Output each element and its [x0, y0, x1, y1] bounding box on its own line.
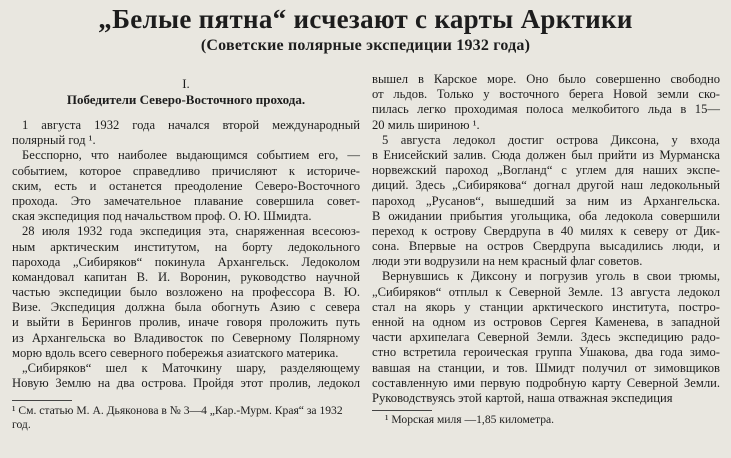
- footnote-left: ¹ См. статью М. А. Дьяконова в № 3—4 „Кар.-Мурм. Края“ за 1932 год.: [12, 404, 343, 431]
- text-line: вавшая на станции, и тов. Шмидт получил от зимовщиков: [372, 360, 720, 375]
- text-line: морю вдоль всего северного побережья азиатского материка.: [12, 345, 339, 360]
- text-line: вышел в Карское море. Оно было совершенно свободно: [372, 72, 720, 86]
- text-line: Руководствуясь этой картой, наша отважная экспедиция: [372, 390, 673, 405]
- text-line: Новую Землю на два острова. Пройдя этот пролив, ледокол: [12, 376, 360, 391]
- text-line: полярный год ¹.: [12, 133, 96, 148]
- text-line: 5 августа ледокол достиг острова Диксона, у входа: [382, 132, 720, 147]
- text-line: диций. Здесь „Сибирякова“ догнал другой наш ледокольный: [372, 178, 720, 193]
- footnote-right: ¹ Морская миля —1,85 километра.: [385, 413, 555, 426]
- text-line: составленную ими первую подробную карту Северной Земли.: [372, 375, 720, 390]
- text-line: „Сибиряков“ шел к Маточкину шару, разделяющему: [22, 361, 360, 375]
- text-line: Визе. Экспедиция должна была обогнуть Азию с севера: [12, 300, 360, 315]
- text-line: пилась легко проходимая полоса мелкобитого льда в 15—: [372, 102, 720, 117]
- text-line: частью экспедиции было возложено на профессора В. Ю.: [12, 285, 360, 300]
- text-line: переход к острову Свердрупа в 40 милях к северу от Дик-: [372, 223, 720, 238]
- text-line: сона. Впервые на остров Свердрупа высадились люди, и: [372, 239, 720, 254]
- text-line: командовал капитан В. И. Воронин, руководство научной: [12, 269, 360, 284]
- text-line: 1 августа 1932 года начался второй международный: [22, 118, 360, 132]
- text-line: событием, которое справедливо причисляют к историче-: [12, 163, 360, 178]
- article-subtitle: (Советские полярные экспедиции 1932 года): [200, 37, 531, 54]
- text-line: 28 июля 1932 года экспедиция эта, снаряженная всесоюз-: [22, 224, 360, 239]
- text-line: стал на якорь у станции арктического института, постро-: [372, 299, 720, 314]
- text-line: прохода. Это замечательное плавание совершила совет-: [12, 193, 360, 208]
- section-heading: Победители Северо-Восточного прохода.: [66, 92, 306, 107]
- section-number: I.: [182, 76, 190, 91]
- text-line: из Архангельска во Владивосток по Северному Полярному: [12, 330, 360, 345]
- right-column: [372, 72, 720, 406]
- text-line: пароход „Русанов“, вышедший за ним из Архангельска.: [372, 193, 720, 208]
- text-line: 20 миль шириною ¹.: [372, 117, 480, 132]
- text-line: стно встретила героическая группа Ушакова, два года зимо-: [372, 345, 720, 360]
- text-line: енной на одном из островов Сергея Каменева, в западной: [372, 315, 720, 329]
- footnote-divider-right: [372, 410, 432, 411]
- text-line: ским, есть и останется преодоление Северо-Восточного: [12, 178, 360, 193]
- text-line: от льдов. Только у восточного берега Новой земли ско-: [372, 87, 720, 102]
- text-line: В ожидании прибытия угольщика, оба ледокола совершили: [372, 208, 720, 223]
- text-line: норвежский пароход „Вогланд“ с углем для наших экспе-: [372, 163, 720, 178]
- article-title: „Белые пятна“ исчезают с карты Арктики: [98, 4, 633, 34]
- text-line: в Енисейский залив. Сюда должен был прийти из Мурманска: [372, 147, 720, 162]
- text-line: ская экспедиция под начальством проф. О. Ю. Шмидта.: [12, 209, 312, 224]
- text-line: Бесспорно, что наиболее выдающимся событием его, —: [22, 148, 360, 163]
- text-line: парохода „Сибиряков“ покинула Архангельск. Ледоколом: [12, 254, 360, 269]
- text-line: ным арктическим институтом, на борту ледокольного: [12, 239, 360, 254]
- text-line: „Сибиряков“ отплыл к Северной Земле. 13 августа ледокол: [372, 284, 720, 299]
- text-line: и выйти в Берингов пролив, иначе говоря проложить путь: [12, 315, 360, 330]
- footnote-divider-left: [12, 400, 72, 401]
- text-line: люди эти водрузили на нем красный флаг советов.: [372, 254, 643, 269]
- left-column: [12, 72, 360, 391]
- text-line: Вернувшись к Диксону и погрузив уголь в свои трюмы,: [382, 269, 720, 284]
- text-line: части архипелага Северной Земли. Здесь экспедицию радо-: [372, 330, 720, 345]
